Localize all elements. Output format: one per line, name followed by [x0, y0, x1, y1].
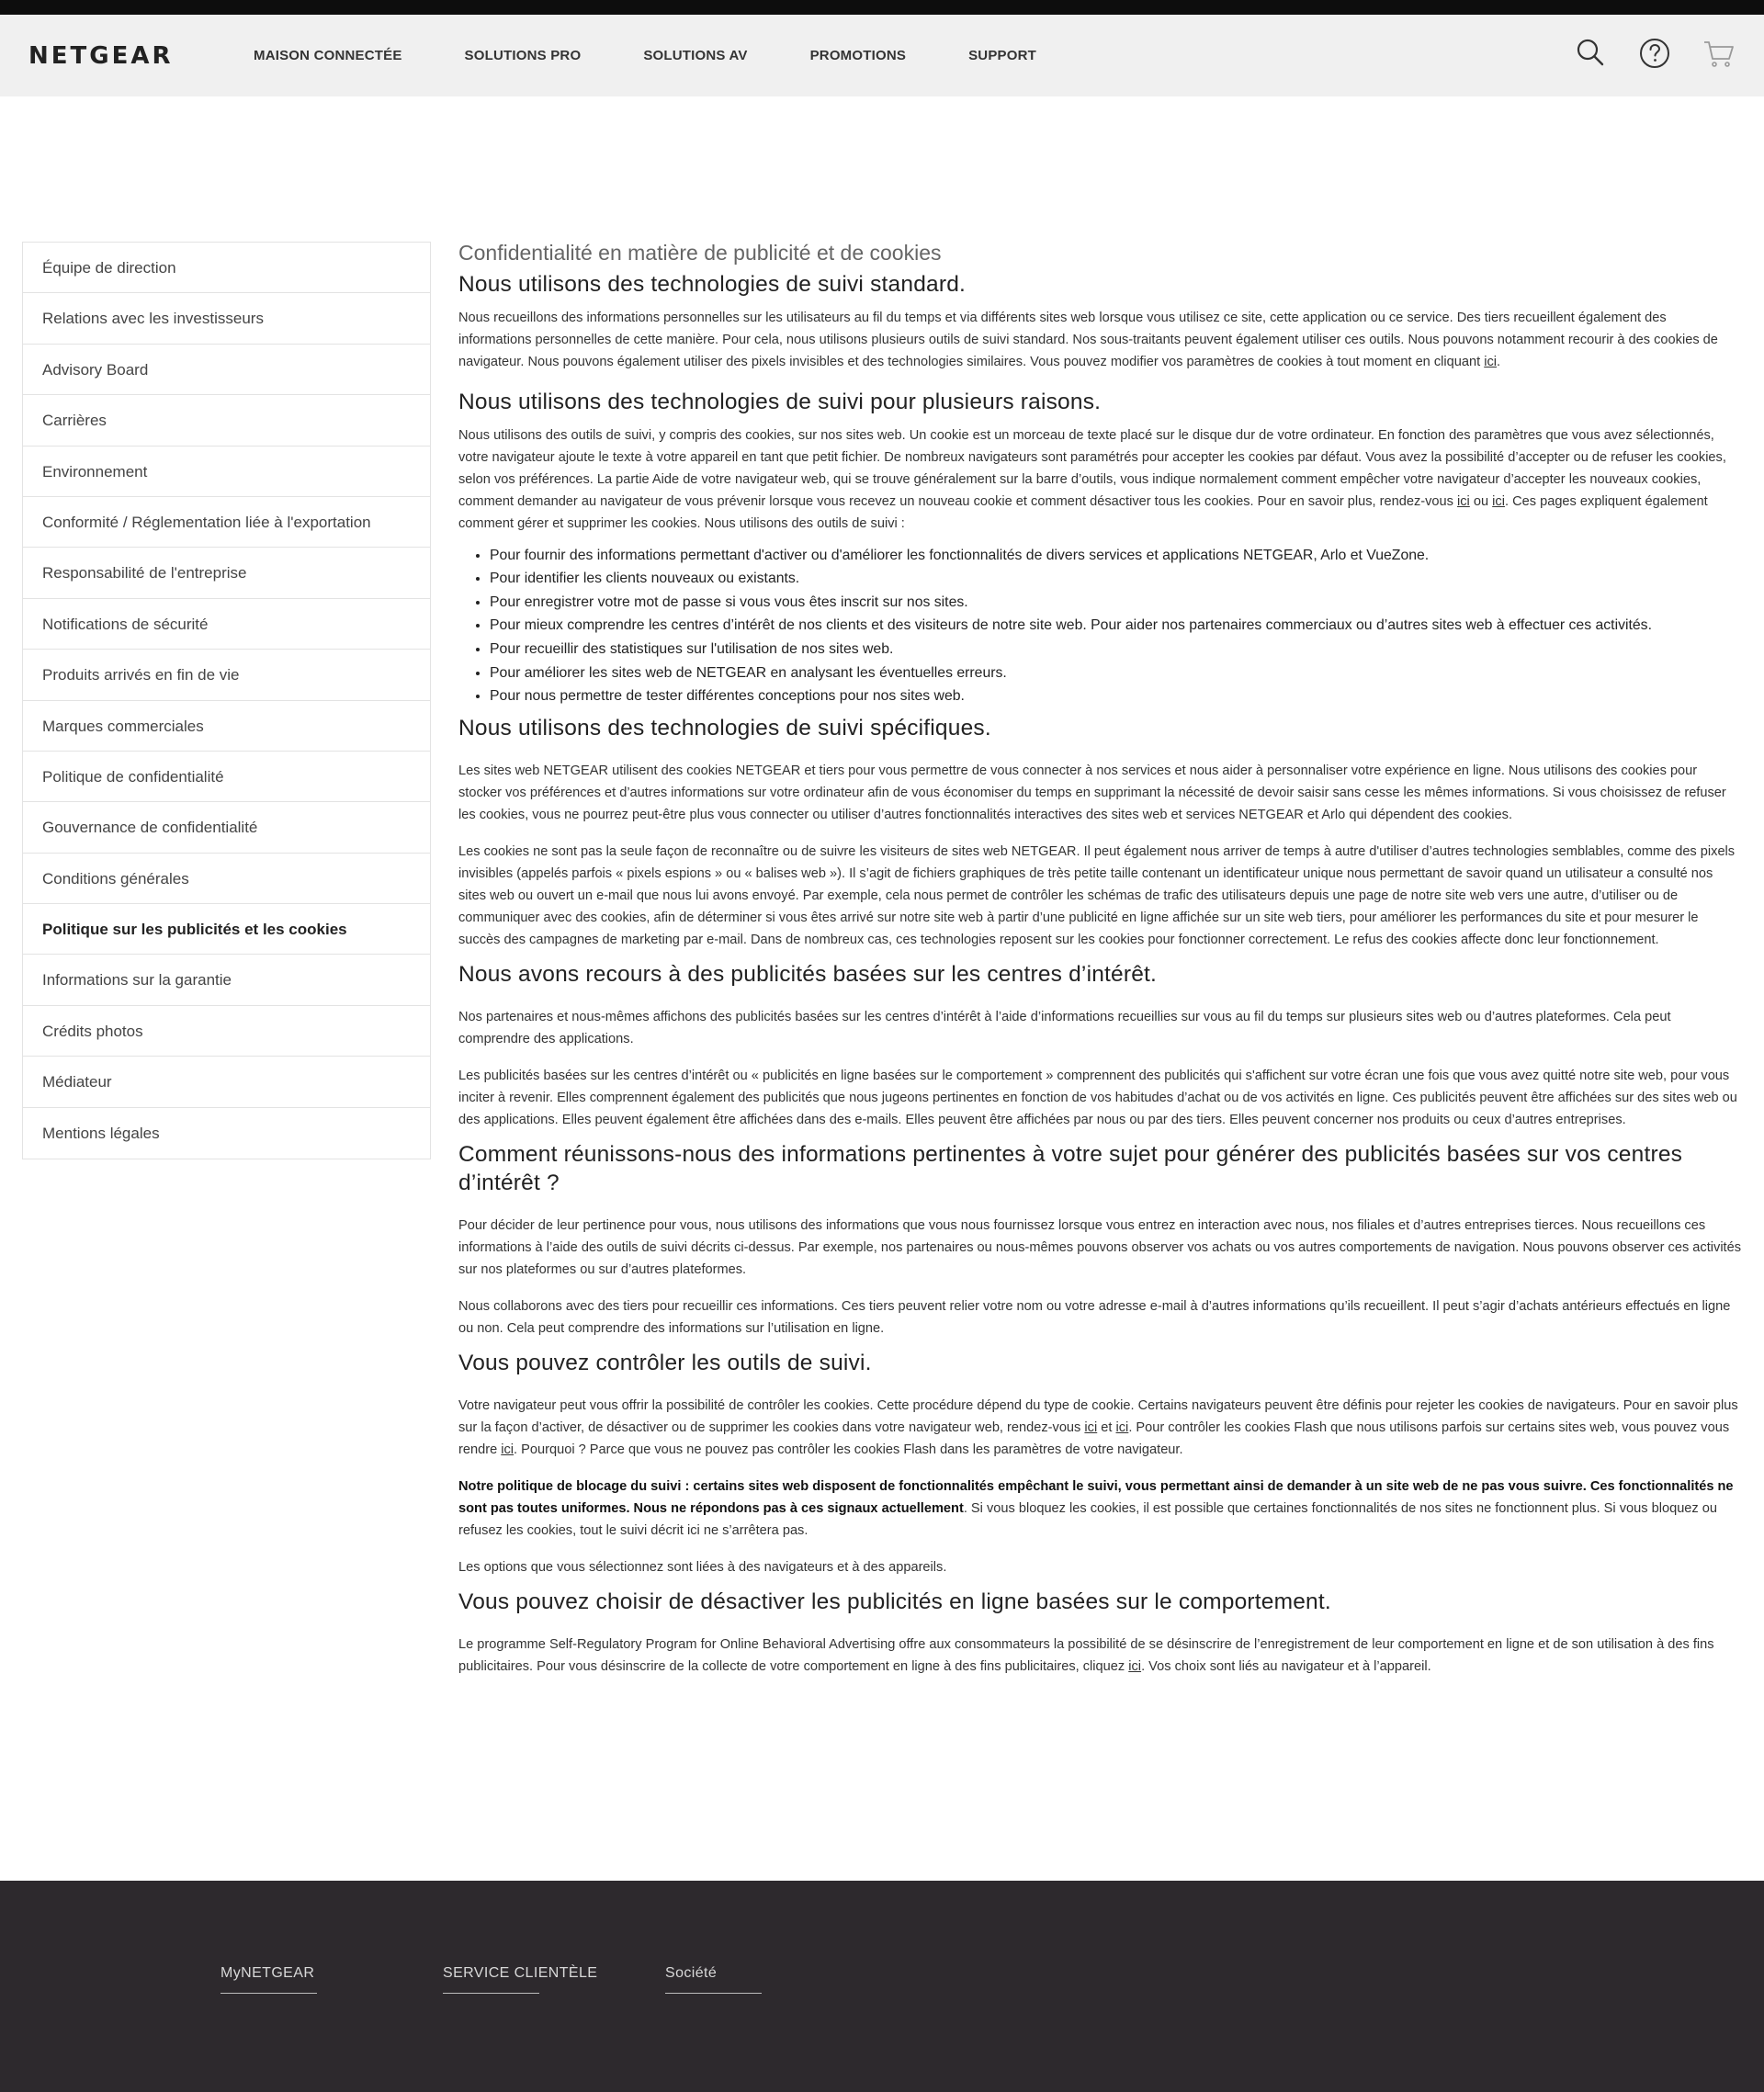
main-content [458, 241, 1742, 1692]
list-item: • Pour enregistrer votre mot de passe si vous vous êtes inscrit sur nos sites. [490, 591, 1742, 615]
section-title-controler: Vous pouvez contrôler les outils de suivi. [458, 1351, 872, 1376]
paragraph-text: . Ces pages expliquent également comment gérer et supprimer les cookies. Nous utilisons des outils de suivi : [458, 493, 1708, 531]
link-ici[interactable]: ici [1492, 493, 1505, 509]
section-paragraph: Pour décider de leur pertinence pour vous, nous utilisons des informations que vous nous fournissez lorsque vous entrez en interaction avec nous, nos filiales et d’autres entreprises tierces. Nous recueillons ces informations à l’aide des outils de suivi décrits ci-dessus. Par exemple, nos partenaires ou nous-mêmes pouvons observer vos achats ou vos autres comportements de navigation. Nous pouvons observer ces activités sur nos plateformes ou sur d’autres plateformes. [458, 1218, 1742, 1278]
sidebar-item-equipe-direction[interactable]: Équipe de direction [23, 243, 430, 293]
sidebar-item-credits-photos[interactable]: Crédits photos [23, 1006, 430, 1057]
sidebar-item-relations-investisseurs[interactable]: Relations avec les investisseurs [23, 293, 430, 344]
footer-underline [665, 1993, 762, 1994]
list-item: • Pour fournir des informations permettant d'activer ou d'améliorer les fonctionnalités de divers services et applications NETGEAR, Arlo et VueZone. [490, 544, 1742, 568]
section-title-desactiver: Vous pouvez choisir de désactiver les publicités en ligne basées sur le comportement. [458, 1589, 1331, 1615]
footer-underline [220, 1993, 317, 1994]
section-paragraph [458, 1395, 1742, 1461]
tracking-reasons-list [490, 544, 1742, 708]
section-paragraph: Les options que vous sélectionnez sont liées à des navigateurs et à des appareils. [458, 1560, 947, 1576]
section-title-informations-pertinentes: Comment réunissons-nous des informations pertinentes à votre sujet pour générer des publicités basées sur vos centres d’intérêt ? [458, 1141, 1683, 1196]
link-ici[interactable]: ici [1115, 1420, 1129, 1436]
paragraph-text: Votre navigateur peut vous offrir la possibilité de contrôler les cookies. Cette procédure dépend du type de cookie. Certains navigateurs peuvent être définis pour rejeter les cookies de navigateurs. Pour en savoir plus sur la façon d’activer, de désactiver ou de supprimer les cookies dans votre navigateur web, rendez-vous [458, 1398, 1738, 1436]
list-item: • Pour nous permettre de tester différentes conceptions pour nos sites web. [490, 684, 1742, 708]
section-paragraph [458, 1634, 1742, 1678]
list-item: • Pour recueillir des statistiques sur l'utilisation de nos sites web. [490, 638, 1742, 662]
cart-icon[interactable] [1702, 37, 1736, 70]
nav-solutions-av[interactable]: SOLUTIONS AV [643, 48, 748, 63]
help-icon[interactable] [1638, 37, 1671, 70]
sidebar-item-advisory-board[interactable]: Advisory Board [23, 345, 430, 395]
footer-col-service-clientele[interactable] [443, 1965, 597, 1994]
sidebar-item-carrieres[interactable]: Carrières [23, 395, 430, 446]
section-title-standard: Nous utilisons des technologies de suivi standard. [458, 272, 967, 297]
link-ici[interactable]: ici [1484, 354, 1498, 369]
section-title-raisons: Nous utilisons des technologies de suivi pour plusieurs raisons. [458, 389, 1102, 414]
company-sidebar [22, 242, 431, 1159]
list-item: • Pour améliorer les sites web de NETGEAR en analysant les éventuelles erreurs. [490, 662, 1742, 685]
footer-heading[interactable]: MyNETGEAR [220, 1965, 315, 1981]
sidebar-item-notifications-securite[interactable]: Notifications de sécurité [23, 599, 430, 650]
netgear-logo[interactable]: NETGEAR [28, 42, 174, 70]
dnt-policy-bold: Notre politique de blocage du suivi : certains sites web disposent de fonctionnalités empêchant le suivi, vous permettant ainsi de demander à un site web de ne pas vous suivre. Ces fonctionnalités ne sont pas toutes uniformes. Nous ne répondons pas à ces signaux actuellement [458, 1479, 1734, 1517]
site-header [0, 15, 1764, 96]
paragraph-text: . Vos choix sont liés au navigateur et à l’appareil. [1141, 1658, 1431, 1674]
site-footer [0, 1881, 1764, 2092]
page-subtitle: Confidentialité en matière de publicité et de cookies [458, 241, 942, 265]
list-item: • Pour mieux comprendre les centres d’intérêt de nos clients et des visiteurs de notre site web. Pour aider nos partenaires commerciaux ou d’autres sites web à effectuer ces activités. [490, 614, 1742, 638]
sidebar-item-mediateur[interactable]: Médiateur [23, 1057, 430, 1107]
sidebar-item-publicites-cookies[interactable]: Politique sur les publicités et les cookies [23, 904, 430, 955]
paragraph-text: . Pour contrôler les cookies Flash que nous utilisons parfois sur certains sites web, vous pouvez vous rendre [458, 1420, 1730, 1458]
footer-heading[interactable]: SERVICE CLIENTÈLE [443, 1965, 598, 1981]
section-paragraph [458, 1476, 1742, 1542]
link-ici[interactable]: ici [1084, 1420, 1098, 1436]
nav-maison-connectee[interactable]: MAISON CONNECTÉE [254, 48, 402, 63]
section-paragraph [458, 424, 1742, 535]
section-paragraph: Nous collaborons avec des tiers pour recueillir ces informations. Ces tiers peuvent relier votre nom ou votre adresse e-mail à d’autres informations qu’ils recueillent. Il peut s’agir d’achats antérieurs effectués en ligne ou non. Cela peut comprendre des informations sur l’utilisation en ligne. [458, 1299, 1731, 1337]
search-icon[interactable] [1574, 37, 1607, 70]
section-title-centres-interet: Nous avons recours à des publicités basées sur les centres d’intérêt. [458, 961, 1158, 987]
sidebar-item-responsabilite[interactable]: Responsabilité de l'entreprise [23, 548, 430, 598]
footer-heading[interactable]: Société [665, 1965, 718, 1981]
top-black-bar [0, 0, 1764, 15]
paragraph-text: Nous utilisons des outils de suivi, y compris des cookies, sur nos sites web. Un cookie est un morceau de texte placé sur le disque dur de votre ordinateur. En fonction des paramètres que vous avez sélectionnés, votre navigateur ajoute le texte à votre appareil en tant que petit fichier. De nombreux navigateurs sont paramétrés pour accepter les cookies par défaut. Vous avez la possibilité d’accepter ou de refuser les cookies, selon vos préférences. La partie Aide de votre navigateur web, qui se trouve généralement sur la barre d’outils, vous indique normalement comment empêcher votre navigateur d’accepter les nouveaux cookies, comment demander au navigateur de vous prévenir lorsque vous recevez un nouveau cookie et comment désactiver tous les cookies. Pour en savoir plus, rendez-vous [458, 427, 1726, 509]
paragraph-text: . Pourquoi ? Parce que vous ne pouvez pas contrôler les cookies Flash dans les paramètres de votre navigateur. [514, 1442, 1183, 1458]
header-icons [0, 37, 1764, 74]
sidebar-item-fin-de-vie[interactable]: Produits arrivés en fin de vie [23, 650, 430, 700]
section-paragraph: Les sites web NETGEAR utilisent des cookies NETGEAR et tiers pour vous permettre de vous connecter à nos services et nous aider à personnaliser votre expérience en ligne. Nous utilisons des cookies pour stocker vos préférences et d’autres informations sur votre ordinateur afin de vous économiser du temps en supprimant la nécessité de devoir saisir sans cesse les mêmes informations. Si vous choisissez de refuser les cookies, vous ne pourrez peut-être plus vous connecter ou utiliser d’autres fonctionnalités interactives des sites web et services NETGEAR et Arlo qui dépendent des cookies. [458, 763, 1726, 822]
sidebar-item-garantie[interactable]: Informations sur la garantie [23, 955, 430, 1005]
paragraph-text: et [1101, 1420, 1113, 1436]
footer-col-mynetgear[interactable] [220, 1965, 317, 1994]
section-paragraph: Nos partenaires et nous-mêmes affichons des publicités basées sur les centres d’intérêt à l’aide d’informations recueillies sur vous au fil du temps sur plusieurs sites web ou d’autres plateformes. Cela peut comprendre des applications. [458, 1009, 1671, 1046]
link-ici[interactable]: ici [501, 1442, 514, 1458]
section-title-specifiques: Nous utilisons des technologies de suivi spécifiques. [458, 715, 991, 741]
section-paragraph: Nous recueillons des informations personnelles sur les utilisateurs au fil du temps et via différents sites web lorsque vous utilisez ce site, cette application ou ce service. Des tiers recueillent également des informations personnelles de cette manière. Pour cela, nous utilisons plusieurs outils de suivi standard. Nos sous-traitants peuvent également utiliser ces outils. Nous pouvons notamment recourir à des cookies de navigateur. Nous pouvons également utiliser des pixels invisibles et des technologies similaires. Vous pouvez modifier vos paramètres de cookies à tout moment en cliquant ici. [458, 310, 1718, 369]
sidebar-item-conditions[interactable]: Conditions générales [23, 854, 430, 904]
list-item: • Pour identifier les clients nouveaux ou existants. [490, 567, 1742, 591]
sidebar-item-conformite[interactable]: Conformité / Réglementation liée à l'exportation [23, 497, 430, 548]
paragraph-text: ou [1473, 493, 1489, 509]
paragraph-text: . Si vous bloquez les cookies, il est possible que certaines fonctionnalités de nos sites ne fonctionnent plus. Si vous bloquez ou refusez les cookies, tout le suivi décrit ici ne s’arrêtera pas. [458, 1501, 1718, 1539]
nav-solutions-pro[interactable]: SOLUTIONS PRO [464, 48, 582, 63]
link-ici[interactable]: ici [1457, 493, 1470, 509]
section-paragraph: Les publicités basées sur les centres d’intérêt ou « publicités en ligne basées sur le comportement » comprennent des publicités qui s'affichent sur votre écran une fois que vous avez quitté notre site web, pour vous inciter à revenir. Elles comprennent également des publicités que nous jugeons pertinentes en fonction de vos habitudes d’achat ou de vos activités en ligne. Ces publicités peuvent être affichées sur des sites web ou des applications. Elles peuvent également être affichées dans des e-mails. Elles peuvent être affichées par nous ou par des tiers. Elles peuvent concerner nos produits ou ceux d’autres entreprises. [458, 1068, 1737, 1127]
section-paragraph: Les cookies ne sont pas la seule façon de reconnaître ou de suivre les visiteurs de sites web NETGEAR. Il peut également nous arriver de temps à autre d'utiliser d’autres technologies semblables, comme des pixels invisibles (appelés parfois « pixels espions » ou « balises web »). Il s’agit de fichiers graphiques de très petite taille contenant un identificateur unique nous permettant de savoir quand un utilisateur a consulté nos sites web ou ouvert un e-mail que nous lui avons envoyé. Par exemple, cela nous permet de contrôler les schémas de trafic des utilisateurs depuis une page de notre site web vers une autre, d’utiliser ou de communiquer avec des cookies, afin de déterminer si vous êtes arrivé sur notre site web à partir d’une publicité en ligne affichée sur un site web tiers, pour améliorer les performances du site et pour mesurer le succès des campagnes de marketing par e-mail. Dans de nombreux cas, ces technologies reposent sur les cookies pour fonctionner correctement. Le refus des cookies affecte donc leur fonctionnement. [458, 843, 1736, 947]
sidebar-item-politique-confidentialite[interactable]: Politique de confidentialité [23, 752, 430, 802]
footer-col-societe[interactable] [665, 1965, 762, 1994]
footer-underline [443, 1993, 539, 1994]
nav-promotions[interactable]: PROMOTIONS [809, 48, 907, 63]
sidebar-item-mentions-legales[interactable]: Mentions légales [42, 1124, 160, 1142]
sidebar-item-marques[interactable]: Marques commerciales [23, 701, 430, 752]
nav-support[interactable]: SUPPORT [968, 48, 1037, 63]
sidebar-item-environnement[interactable]: Environnement [23, 447, 430, 497]
sidebar-item-gouvernance[interactable]: Gouvernance de confidentialité [23, 802, 430, 853]
paragraph-text: Nous recueillons des informations personnelles sur les utilisateurs au fil du temps et via différents sites web lorsque vous utilisez ce site, cette application ou ce service. Des tiers recueillent également des informations personnelles de cette manière. Pour cela, nous utilisons plusieurs outils de suivi standard. Nos sous-traitants peuvent également utiliser ces outils. Nous pouvons notamment recourir à des cookies de navigateur. Nous pouvons également utiliser des pixels invisibles et des technologies similaires. Vous pouvez modifier vos paramètres de cookies à tout moment en cliquant [458, 310, 1718, 369]
paragraph-text: Le programme Self-Regulatory Program for Online Behavioral Advertising offre aux consommateurs la possibilité de se désinscrire de l’enregistrement de leur comportement en ligne et de son utilisation à des fins publicitaires. Pour vous désinscrire de la collecte de votre comportement en ligne à des fins publicitaires, cliquez [458, 1636, 1714, 1674]
link-ici[interactable]: ici [1128, 1658, 1142, 1674]
